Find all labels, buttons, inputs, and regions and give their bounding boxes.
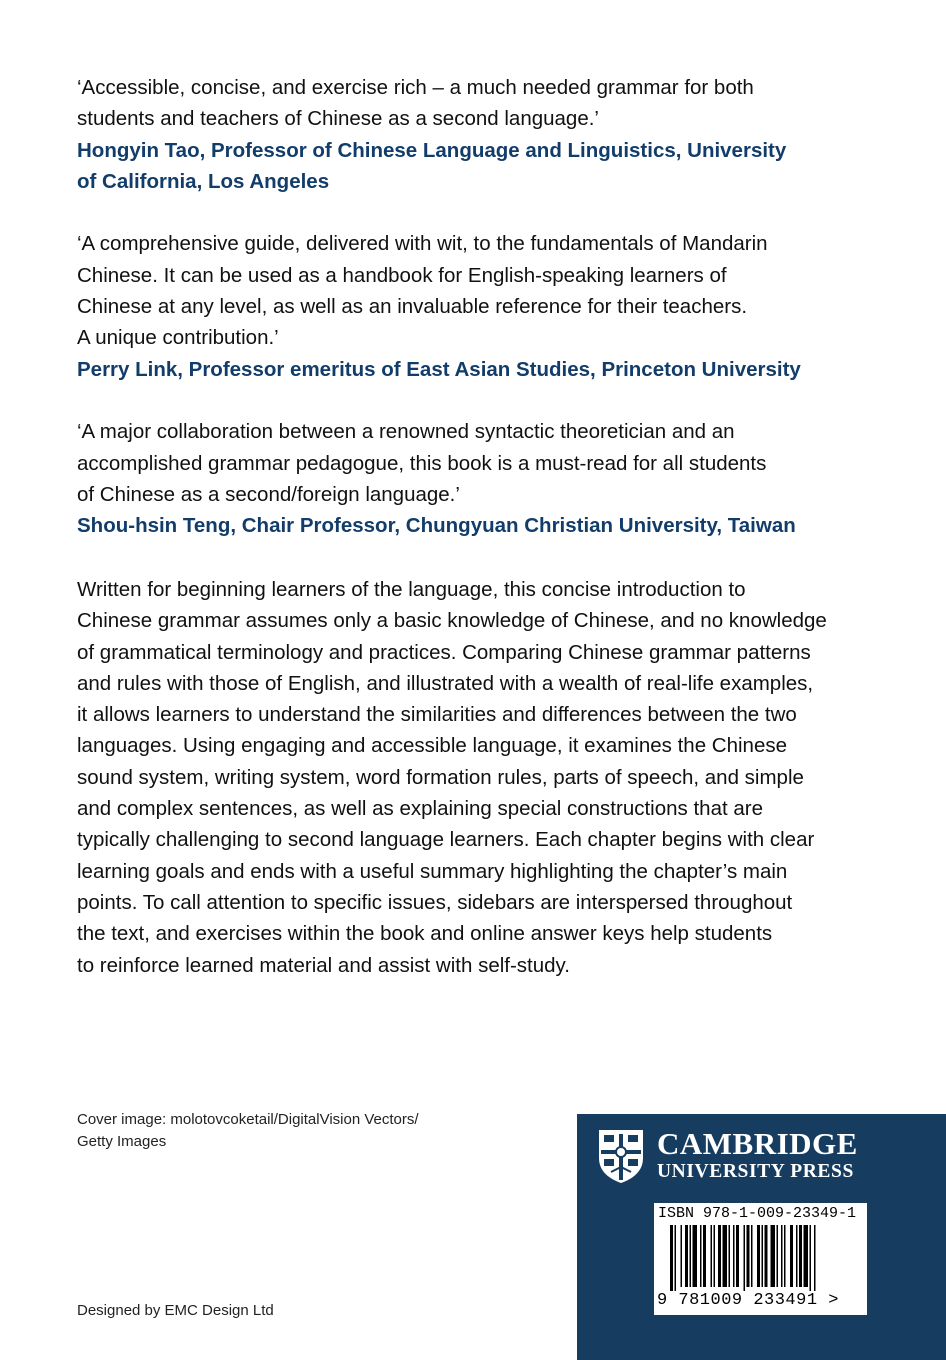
credit-line: Cover image: molotovcoketail/DigitalVision Vectors/ xyxy=(77,1111,419,1128)
publisher-panel xyxy=(577,1114,946,1360)
barcode-bar xyxy=(690,1225,692,1287)
attribution-line: Hongyin Tao, Professor of Chinese Language and Linguistics, University xyxy=(77,138,787,162)
publisher-name xyxy=(657,1128,858,1184)
attribution-line: of California, Los Angeles xyxy=(77,169,330,193)
attribution-line: Shou-hsin Teng, Chair Professor, Chungyuan Christian University, Taiwan xyxy=(77,514,796,538)
book-description xyxy=(77,574,877,981)
description-line: it allows learners to understand the similarities and differences between the two xyxy=(77,703,797,727)
description-line: learning goals and ends with a useful summary highlighting the chapter’s main xyxy=(77,859,788,883)
quote-line: students and teachers of Chinese as a second language.’ xyxy=(77,107,599,131)
barcode-bar xyxy=(762,1225,764,1287)
endorsement xyxy=(77,416,877,541)
isbn-barcode xyxy=(654,1203,867,1315)
description-line: of grammatical terminology and practices. Comparing Chinese grammar patterns xyxy=(77,640,811,664)
description-line: to reinforce learned material and assist with self-study. xyxy=(77,953,570,977)
barcode-bar xyxy=(804,1225,809,1287)
barcode-bar xyxy=(723,1225,728,1287)
barcode-bar xyxy=(729,1225,731,1287)
barcode-bar xyxy=(736,1225,739,1287)
quote-line: A unique contribution.’ xyxy=(77,326,279,350)
cambridge-shield-icon xyxy=(597,1128,645,1184)
endorsement-attribution xyxy=(77,135,877,198)
barcode-bar xyxy=(718,1225,721,1287)
barcode-bar xyxy=(733,1225,735,1287)
quote-line: Chinese. It can be used as a handbook for English-speaking learners of xyxy=(77,263,727,287)
barcode-bar xyxy=(711,1225,713,1287)
barcode-bar xyxy=(681,1225,683,1287)
barcode-bar xyxy=(777,1225,779,1287)
barcode-bar xyxy=(799,1225,802,1287)
description-line: sound system, writing system, word formation rules, parts of speech, and simple xyxy=(77,765,804,789)
description-line: points. To call attention to specific issues, sidebars are interspersed throughout xyxy=(77,890,793,914)
designer-credit: Designed by EMC Design Ltd xyxy=(77,1302,274,1319)
endorsement-quote xyxy=(77,72,877,135)
endorsement xyxy=(77,228,877,384)
barcode-bar xyxy=(757,1225,760,1287)
barcode-bar xyxy=(693,1225,698,1287)
description-line: Written for beginning learners of the language, this concise introduction to xyxy=(77,578,746,601)
attribution-line: Perry Link, Professor emeritus of East Asian Studies, Princeton University xyxy=(77,357,801,381)
barcode-bar xyxy=(765,1225,768,1287)
cover-image-credit xyxy=(77,1109,419,1153)
quote-line: of Chinese as a second/foreign language.’ xyxy=(77,482,460,506)
quote-line: ‘A comprehensive guide, delivered with wit, to the fundamentals of Mandarin xyxy=(77,232,768,256)
publisher-name-line1: CAMBRIDGE xyxy=(657,1126,858,1161)
description-line: and complex sentences, as well as explaining special constructions that are xyxy=(77,797,763,821)
endorsement-attribution xyxy=(77,510,877,541)
barcode-bar xyxy=(703,1225,706,1287)
barcode-bar xyxy=(714,1225,716,1287)
ean-number: 9 781009 233491 > xyxy=(657,1291,839,1310)
description-line: typically challenging to second language learners. Each chapter begins with clear xyxy=(77,828,815,852)
description-line: and rules with those of English, and illustrated with a wealth of real-life examples, xyxy=(77,671,814,695)
barcode-bar xyxy=(790,1225,793,1287)
barcode-bar xyxy=(814,1225,816,1291)
endorsements xyxy=(77,72,877,541)
barcode-bar xyxy=(784,1225,786,1287)
barcode-bar xyxy=(810,1225,812,1291)
quote-line: Chinese at any level, as well as an invaluable reference for their teachers. xyxy=(77,295,748,319)
barcode-bar xyxy=(751,1225,753,1287)
endorsement-quote xyxy=(77,416,877,510)
endorsement-attribution xyxy=(77,354,877,385)
quote-line: accomplished grammar pedagogue, this book is a must-read for all students xyxy=(77,451,767,475)
barcode-bar xyxy=(700,1225,702,1287)
credit-line: Getty Images xyxy=(77,1133,167,1150)
barcode-bar xyxy=(675,1225,677,1291)
quote-line: ‘A major collaboration between a renowned syntactic theoretician and an xyxy=(77,420,735,444)
barcode-bar xyxy=(744,1225,746,1291)
barcode-bar xyxy=(670,1225,673,1291)
publisher-name-line2: UNIVERSITY PRESS xyxy=(657,1161,854,1182)
isbn-label: ISBN 978-1-009-23349-1 xyxy=(658,1205,857,1222)
description-line: the text, and exercises within the book and online answer keys help students xyxy=(77,922,773,946)
barcode-bar xyxy=(781,1225,783,1287)
quote-line: ‘Accessible, concise, and exercise rich – a much needed grammar for both xyxy=(77,76,754,99)
barcode-bar xyxy=(685,1225,688,1287)
barcode-bar xyxy=(796,1225,798,1287)
endorsement xyxy=(77,72,877,197)
endorsement-quote xyxy=(77,228,877,353)
barcode-bar xyxy=(747,1225,750,1287)
description-line: Chinese grammar assumes only a basic knowledge of Chinese, and no knowledge xyxy=(77,609,827,633)
description-line: languages. Using engaging and accessible language, it examines the Chinese xyxy=(77,734,788,758)
barcode-bar xyxy=(771,1225,776,1287)
